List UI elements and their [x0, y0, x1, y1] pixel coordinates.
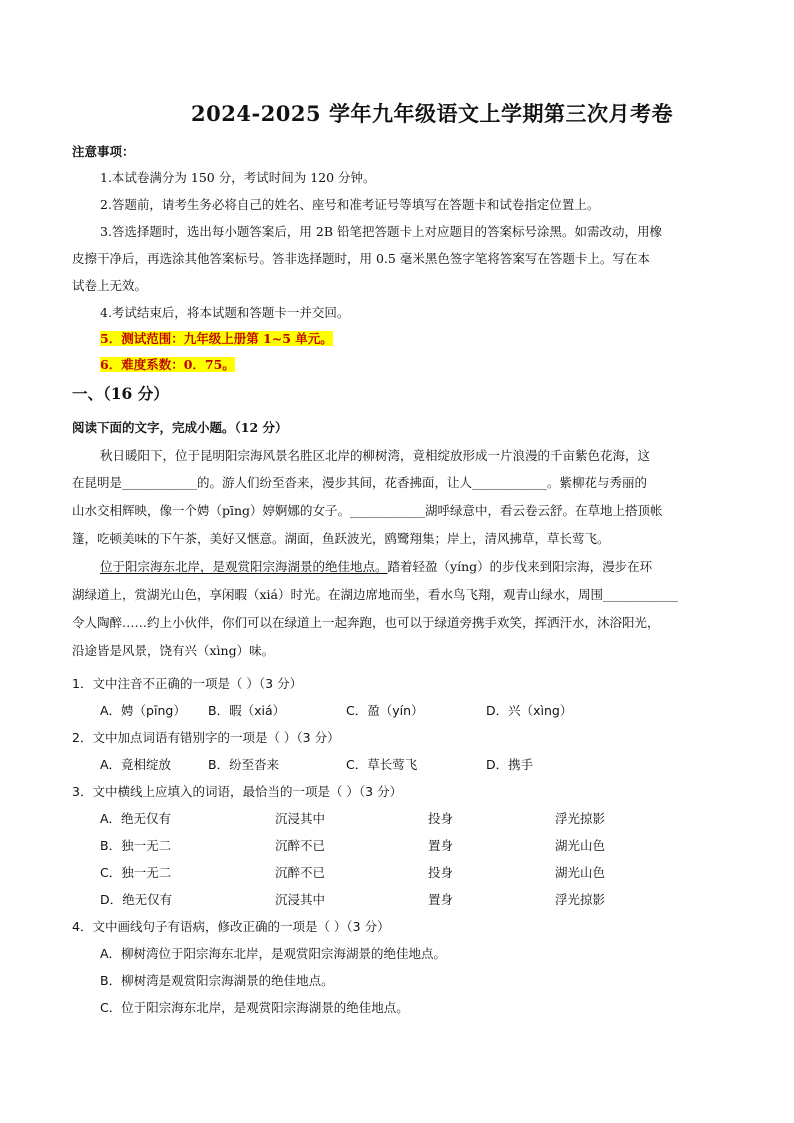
highlight-text: 5．测试范围：九年级上册第 1~5 单元。: [100, 331, 333, 346]
option-cell: B．独一无二: [100, 838, 172, 853]
notice-item: 2.答题前，请考生务必将自己的姓名、座号和准考证号等填写在答题卡和试卷指定位置上。: [100, 197, 600, 212]
highlight-text: 6．难度系数：0．75。: [100, 357, 235, 372]
notice-item: 1.本试卷满分为 150 分，考试时间为 120 分钟。: [100, 170, 376, 185]
notice-item: 4.考试结束后，将本试题和答题卡一并交回。: [100, 305, 350, 320]
passage-line: 湖绿道上，赏湖光山色，享闲暇（xiá）时光。在湖边席地而坐，看水鸟飞翔，观青山绿水，周围____________: [72, 587, 679, 602]
option-cell: 浮光掠影: [555, 892, 606, 907]
option-cell: 投身: [428, 811, 454, 826]
option-cell: 投身: [428, 865, 454, 880]
passage-line: 令人陶醉……约上小伙伴，你们可以在绿道上一起奔跑，也可以于绿道旁携手欢笑，挥洒汗水，沐浴阳光，: [72, 615, 660, 630]
passage-line: 沿途皆是风景，饶有兴（xìng）味。: [72, 643, 275, 658]
option-cell: 沉浸其中: [275, 892, 326, 907]
option: B．暇（xiá）: [208, 703, 286, 718]
passage-line: [100, 559, 722, 575]
section-intro: 阅读下面的文字，完成小题。（12 分）: [72, 420, 288, 435]
question-stem: 1．文中注音不正确的一项是（ ）（3 分）: [72, 676, 303, 691]
option-cell: 浮光掠影: [555, 811, 606, 826]
option: C．盈（yín）: [346, 703, 424, 718]
notice-item: 3.答选择题时，选出每小题答案后，用 2B 铅笔把答题卡上对应题目的答案标号涂黑。如需改动，用橡: [100, 224, 663, 239]
option-cell: 置身: [428, 892, 454, 907]
option-cell: D．绝无仅有: [100, 892, 173, 907]
notice-item: 试卷上无效。: [72, 278, 148, 293]
section-heading: 一、（16 分）: [72, 384, 169, 403]
option: D．携手: [486, 757, 534, 772]
passage-line: 山水交相辉映，像一个娉（pīng）婷婀娜的女子。____________湖呼绿意中，看云卷云舒。在草地上搭顶帐: [72, 503, 663, 518]
notice-highlight-item: [100, 357, 722, 373]
option: C．草长莺飞: [346, 757, 418, 772]
option-cell: C．独一无二: [100, 865, 172, 880]
notice-highlight-item: [100, 331, 722, 347]
underlined-sentence: 位于阳宗海东北岸，是观赏阳宗海湖景的绝佳地点。: [100, 559, 388, 574]
question-stem: 3．文中横线上应填入的词语，最恰当的一项是（ ）（3 分）: [72, 784, 403, 799]
page-title: 2024-2025 学年九年级语文上学期第三次月考卷: [191, 101, 673, 126]
notice-item: 皮擦干净后，再选涂其他答案标号。答非选择题时，用 0.5 毫米黑色签字笔将答案写在答题卡上。写在本: [72, 251, 650, 266]
option-cell: 置身: [428, 838, 454, 853]
option-cell: 沉浸其中: [275, 811, 326, 826]
option-cell: 沉醉不已: [275, 865, 326, 880]
option: A．竟相绽放: [100, 757, 172, 772]
option: A．柳树湾位于阳宗海东北岸，是观赏阳宗海湖景的绝佳地点。: [100, 946, 447, 961]
question-stem: 2．文中加点词语有错别字的一项是（ ）（3 分）: [72, 730, 340, 745]
option-cell: 沉醉不已: [275, 838, 326, 853]
passage-line: 在昆明是____________的。游人们纷至沓来，漫步其间，花香拂面，让人____________。紫柳花与秀丽的: [72, 475, 648, 490]
passage-line: 秋日暖阳下，位于昆明阳宗海风景名胜区北岸的柳树湾，竟相绽放形成一片浪漫的千亩紫色花海，这: [100, 448, 651, 463]
passage-line: 篷，吃顿美味的下午茶，美好又惬意。湖面，鱼跃波光，鸥鹭翔集；岸上，清风拂草，草长莺飞。: [72, 531, 610, 546]
notice-heading: 注意事项：: [72, 144, 135, 159]
question-stem: 4．文中画线句子有语病，修改正确的一项是（ ）（3 分）: [72, 919, 390, 934]
option: B．柳树湾是观赏阳宗海湖景的绝佳地点。: [100, 973, 334, 988]
option: C．位于阳宗海东北岸，是观赏阳宗海湖景的绝佳地点。: [100, 1000, 409, 1015]
option-cell: A．绝无仅有: [100, 811, 172, 826]
option: A．娉（pīng）: [100, 703, 186, 718]
option-cell: 湖光山色: [555, 865, 606, 880]
passage-text: 踏着轻盈（yíng）的步伐来到阳宗海，漫步在环: [387, 559, 653, 574]
option: D．兴（xìng）: [486, 703, 573, 718]
option-cell: 湖光山色: [555, 838, 606, 853]
option: B．纷至沓来: [208, 757, 280, 772]
